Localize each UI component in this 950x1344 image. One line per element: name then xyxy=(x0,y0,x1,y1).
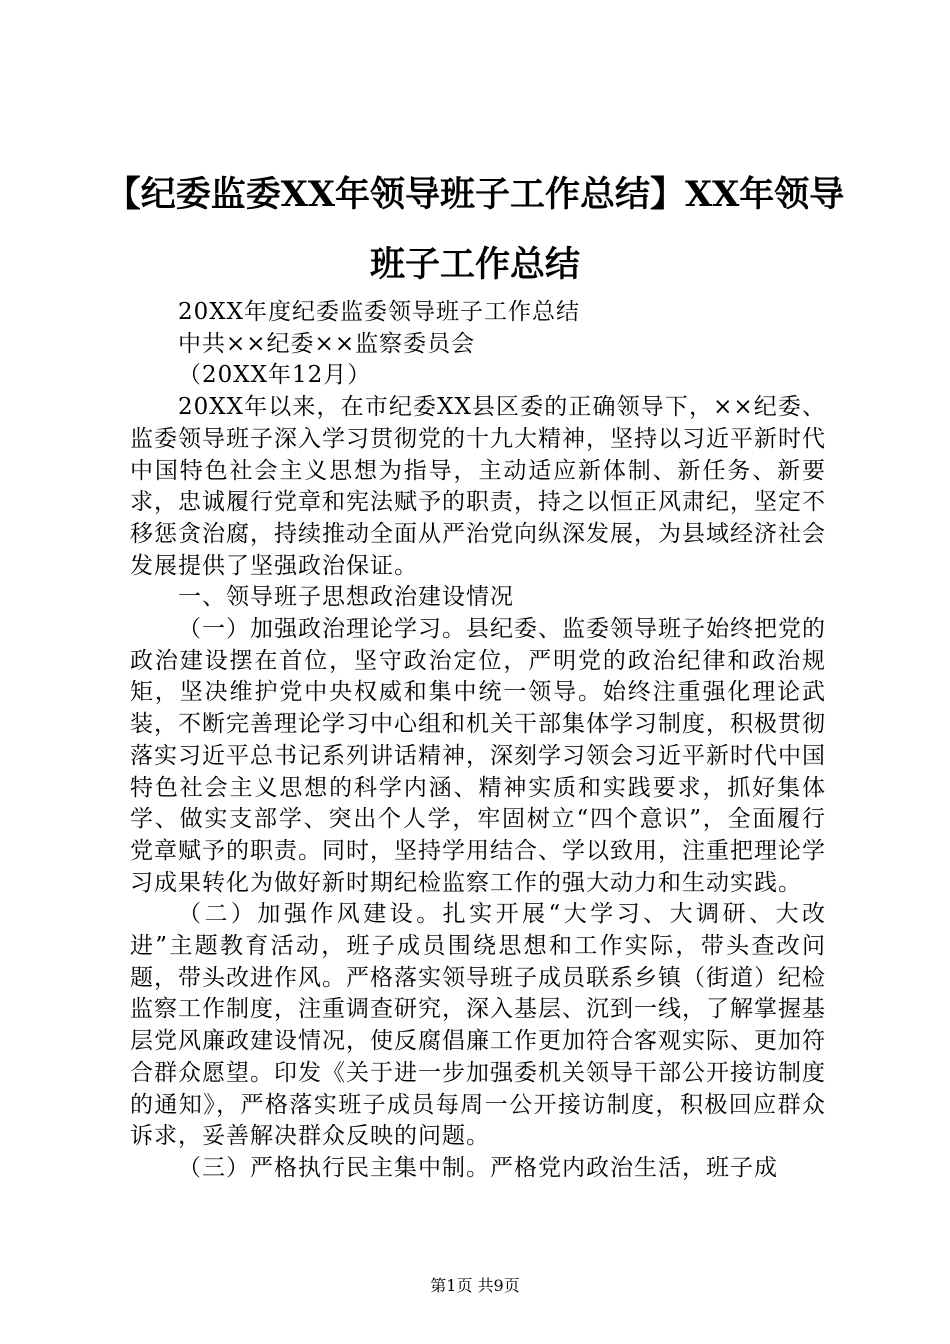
paragraph-2: （二）加强作风建设。扎实开展“大学习、大调研、大改进”主题教育活动，班子成员围绕思想和工作实际，带头查改问题，带头改进作风。严格落实领导班子成员联系乡镇（街道）纪检监察工作制度，注重调查研究，深入基层、沉到一线，了解掌握基层党风廉政建设情况，使反腐倡廉工作更加符合客观实际、更加符合群众愿望。印发《关于进一步加强委机关领导干部公开接访制度的通知》，严格落实班子成员每周一公开接访制度，积极回应群众诉求，妥善解决群众反映的问题。 xyxy=(130,901,826,1150)
subtitle-line: 20XX年度纪委监委领导班子工作总结 xyxy=(178,299,581,325)
document-body xyxy=(130,297,826,1185)
page-footer: 第1页 共9页 xyxy=(430,1276,520,1295)
issuer-line: 中共××纪委××监察委员会 xyxy=(178,330,476,357)
section-heading: 一、领导班子思想政治建设情况 xyxy=(178,584,514,611)
paragraph-3: （三）严格执行民主集中制。严格党内政治生活，班子成 xyxy=(178,1154,778,1181)
document-title: 【纪委监委XX年领导班子工作总结】XX年领导班子工作总结 xyxy=(105,174,845,285)
date-line: （20XX年12月） xyxy=(178,362,372,389)
paragraph-intro: 20XX年以来，在市纪委XX县区委的正确领导下，××纪委、监委领导班子深入学习贯彻党的十九大精神，坚持以习近平新时代中国特色社会主义思想为指导，主动适应新体制、新任务、新要求，忠诚履行党章和宪法赋予的职责，持之以恒正风肃纪，坚定不移惩贪治腐，持续推动全面从严治党向纵深发展，为县域经济社会发展提供了坚强政治保证。 xyxy=(130,394,826,579)
paragraph-1: （一）加强政治理论学习。县纪委、监委领导班子始终把党的政治建设摆在首位，坚守政治定位，严明党的政治纪律和政治规矩，坚决维护党中央权威和集中统一领导。始终注重强化理论武装，不断完善理论学习中心组和机关干部集体学习制度，积极贯彻落实习近平总书记系列讲话精神，深刻学习领会习近平新时代中国特色社会主义思想的科学内涵、精神实质和实践要求，抓好集体学、做实支部学、突出个人学，牢固树立“四个意识”，全面履行党章赋予的职责。同时，坚持学用结合、学以致用，注重把理论学习成果转化为做好新时期纪检监察工作的强大动力和生动实践。 xyxy=(130,616,826,896)
